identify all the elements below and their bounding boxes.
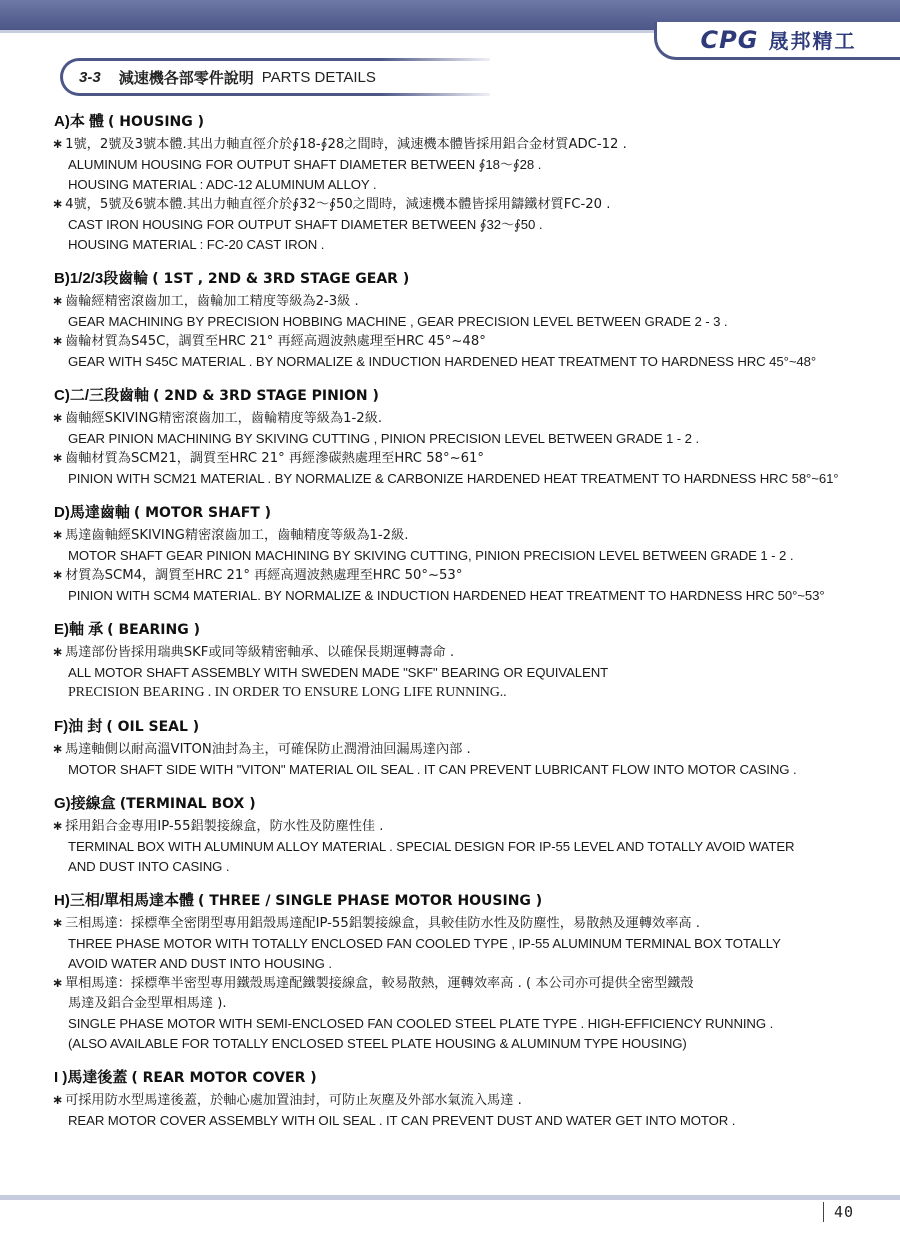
description-text: 4號，5號及6號本體.其出力軸直徑介於∮32～∮50之間時，減速機本體皆採用鑄鐵材質FC-20 .: [65, 197, 611, 212]
description-en: [52, 175, 852, 195]
description-en: [52, 934, 852, 954]
part-title-en: ( MOTOR SHAFT ): [133, 505, 272, 521]
description-zh: [52, 974, 852, 994]
description-en: [52, 1111, 852, 1131]
description-text: 材質為SCM4，調質至HRC 21° 再經高週波熱處理至HRC 50°~53°: [65, 568, 463, 583]
description-text: 單相馬達：採標準半密型專用鐵殼馬達配鐵製接線盒，較易散熱，運轉效率高 . ( 本公司亦可提供全密型鐵殼: [65, 976, 694, 991]
description-zh: [52, 332, 852, 352]
part-section: [52, 717, 852, 780]
asterisk-bullet-icon: ∗: [52, 819, 64, 834]
part-title-zh: 接線盒: [70, 795, 116, 812]
part-section: [52, 503, 852, 606]
description-text: MOTOR SHAFT SIDE WITH "VITON" MATERIAL OIL SEAL . IT CAN PREVENT LUBRICANT FLOW INTO MOTOR CASING .: [68, 762, 797, 777]
description-en: [52, 837, 852, 857]
description-text: 三相馬達：採標準全密閉型專用鋁殼馬達配IP-55鋁製接線盒，具較佳防水性及防塵性，易散熱及運轉效率高 .: [65, 916, 700, 931]
description-text: 馬達軸側以耐高溫VITON油封為主，可確保防止潤滑油回漏馬達內部 .: [65, 742, 471, 757]
description-text: PRECISION BEARING . IN ORDER TO ENSURE LONG LIFE RUNNING..: [68, 685, 507, 700]
part-title-zh: 二/三段齒軸: [69, 387, 149, 404]
asterisk-bullet-icon: ∗: [52, 742, 64, 757]
part-title: [54, 112, 852, 132]
description-text: MOTOR SHAFT GEAR PINION MACHINING BY SKIVING CUTTING, PINION PRECISION LEVEL BETWEEN GRADE 1 - 2 .: [68, 548, 794, 563]
description-text: TERMINAL BOX WITH ALUMINUM ALLOY MATERIAL . SPECIAL DESIGN FOR IP-55 LEVEL AND TOTALLY AVOID WATER: [68, 839, 795, 854]
description-en: [52, 235, 852, 255]
description-text: 馬達及鋁合金型單相馬達 ).: [68, 996, 227, 1011]
part-title-zh: 三相/單相馬達本體: [69, 892, 194, 909]
part-title: [54, 717, 852, 737]
description-zh: [52, 914, 852, 934]
part-section: [52, 891, 852, 1054]
part-section: [52, 620, 852, 703]
cpg-logo: CPG: [700, 25, 759, 54]
part-section: [52, 1068, 852, 1131]
description-text: REAR MOTOR COVER ASSEMBLY WITH OIL SEAL . IT CAN PREVENT DUST AND WATER GET INTO MOTOR .: [68, 1113, 736, 1128]
description-zh: [52, 292, 852, 312]
description-text: AND DUST INTO CASING .: [68, 859, 230, 874]
description-text: GEAR MACHINING BY PRECISION HOBBING MACHINE , GEAR PRECISION LEVEL BETWEEN GRADE 2 - 3 .: [68, 314, 728, 329]
description-text: 馬達部份皆採用瑞典SKF或同等級精密軸承、以確保長期運轉壽命 .: [65, 645, 455, 660]
part-title-zh: 段齒輪: [103, 270, 149, 287]
description-en: [52, 683, 852, 703]
description-text: (ALSO AVAILABLE FOR TOTALLY ENCLOSED STEEL PLATE HOUSING & ALUMINUM TYPE HOUSING): [68, 1036, 687, 1051]
part-section: [52, 112, 852, 255]
description-text: ALL MOTOR SHAFT ASSEMBLY WITH SWEDEN MADE "SKF" BEARING OR EQUIVALENT: [68, 665, 609, 680]
description-en: [52, 857, 852, 877]
description-en: [52, 215, 852, 235]
part-title-zh: 本 體: [69, 113, 104, 130]
description-en: [52, 155, 852, 175]
part-title: [54, 891, 852, 911]
footer-stripe: [0, 1195, 900, 1200]
description-zh: [52, 195, 852, 215]
company-name: 晟邦精工: [768, 29, 857, 53]
part-label: G): [54, 795, 71, 812]
part-label: B)1/2/3: [54, 270, 104, 287]
section-title-zh: 減速機各部零件說明: [118, 69, 254, 87]
description-en: [52, 1034, 852, 1054]
description-text: 齒軸經SKIVING精密滾齒加工，齒輪精度等級為1-2級.: [65, 411, 383, 426]
description-zh: [52, 566, 852, 586]
part-title-en: ( 1ST , 2ND & 3RD STAGE GEAR ): [152, 271, 410, 287]
description-en: [52, 1014, 852, 1034]
part-title: [54, 794, 852, 814]
part-label: D): [54, 504, 70, 521]
description-text: HOUSING MATERIAL : FC-20 CAST IRON .: [68, 237, 325, 252]
description-zh: [52, 740, 852, 760]
description-zh: [52, 449, 852, 469]
page-number-divider: [823, 1202, 824, 1222]
part-title-en: ( BEARING ): [107, 622, 200, 638]
part-title-en: (TERMINAL BOX ): [119, 796, 256, 812]
description-text: 馬達齒軸經SKIVING精密滾齒加工，齒軸精度等級為1-2級.: [65, 528, 409, 543]
part-title: [54, 269, 852, 289]
section-number: 3-3: [79, 68, 101, 86]
part-label: I ): [54, 1069, 68, 1086]
part-title: [54, 503, 852, 523]
part-label: E): [54, 621, 69, 638]
asterisk-bullet-icon: ∗: [52, 528, 64, 543]
part-title-zh: 馬達齒軸: [69, 504, 130, 521]
description-text: CAST IRON HOUSING FOR OUTPUT SHAFT DIAMETER BETWEEN ∮32～∮50 .: [68, 217, 543, 232]
parts-details-content: [52, 112, 852, 1145]
description-text: 齒軸材質為SCM21，調質至HRC 21° 再經滲碳熱處理至HRC 58°~61°: [65, 451, 484, 466]
description-zh: [52, 135, 852, 155]
description-text: THREE PHASE MOTOR WITH TOTALLY ENCLOSED FAN COOLED TYPE , IP-55 ALUMINUM TERMINAL BOX TOTALLY: [68, 936, 781, 951]
part-title-zh: 馬達後蓋: [67, 1069, 128, 1086]
brand-tab: [654, 22, 900, 60]
description-text: PINION WITH SCM4 MATERIAL. BY NORMALIZE & INDUCTION HARDENED HEAT TREATMENT TO HARDNESS HRC 50°~53°: [68, 588, 825, 603]
part-title-en: ( 2ND & 3RD STAGE PINION ): [153, 388, 379, 404]
description-zh: [52, 1091, 852, 1111]
part-title-en: ( HOUSING ): [108, 114, 205, 130]
asterisk-bullet-icon: ∗: [52, 294, 64, 309]
description-en: [52, 586, 852, 606]
part-section: [52, 386, 852, 489]
description-text: HOUSING MATERIAL : ADC-12 ALUMINUM ALLOY .: [68, 177, 377, 192]
asterisk-bullet-icon: ∗: [52, 976, 64, 991]
section-title-en: PARTS DETAILS: [261, 68, 376, 86]
description-text: PINION WITH SCM21 MATERIAL . BY NORMALIZE & CARBONIZE HARDENED HEAT TREATMENT TO HARDNESS HRC 58°~61°: [68, 471, 839, 486]
description-text: AVOID WATER AND DUST INTO HOUSING .: [68, 956, 332, 971]
asterisk-bullet-icon: ∗: [52, 916, 64, 931]
description-text: GEAR WITH S45C MATERIAL . BY NORMALIZE & INDUCTION HARDENED HEAT TREATMENT TO HARDNESS HRC 45°~48°: [68, 354, 817, 369]
asterisk-bullet-icon: ∗: [52, 568, 64, 583]
description-en: [52, 663, 852, 683]
part-title-zh: 油 封: [68, 718, 103, 735]
part-label: A): [54, 113, 70, 130]
asterisk-bullet-icon: ∗: [52, 334, 64, 349]
part-title-zh: 軸 承: [69, 621, 104, 638]
description-en: [52, 469, 852, 489]
description-zh: [52, 643, 852, 663]
description-zh: [52, 526, 852, 546]
part-title-en: ( THREE / SINGLE PHASE MOTOR HOUSING ): [198, 893, 543, 909]
part-title: [54, 386, 852, 406]
description-en: [52, 312, 852, 332]
part-section: [52, 794, 852, 877]
description-zh: [52, 409, 852, 429]
asterisk-bullet-icon: ∗: [52, 451, 64, 466]
description-text: 可採用防水型馬達後蓋，於軸心處加置油封，可防止灰塵及外部水氣流入馬達 .: [65, 1093, 522, 1108]
description-en: [52, 546, 852, 566]
part-section: [52, 269, 852, 372]
description-zh: [52, 817, 852, 837]
description-text: GEAR PINION MACHINING BY SKIVING CUTTING , PINION PRECISION LEVEL BETWEEN GRADE 1 - 2 .: [68, 431, 700, 446]
description-en: [52, 954, 852, 974]
description-en: [52, 352, 852, 372]
description-zh: [52, 994, 852, 1014]
description-text: ALUMINUM HOUSING FOR OUTPUT SHAFT DIAMETER BETWEEN ∮18～∮28 .: [68, 157, 542, 172]
part-label: F): [54, 718, 69, 735]
part-title: [54, 620, 852, 640]
description-text: 1號，2號及3號本體.其出力軸直徑介於∮18-∮28之間時，減速機本體皆採用鋁合金材質ADC-12 .: [65, 137, 627, 152]
description-text: 採用鋁合金專用IP-55鋁製接線盒，防水性及防塵性佳 .: [65, 819, 384, 834]
description-text: SINGLE PHASE MOTOR WITH SEMI-ENCLOSED FAN COOLED STEEL PLATE TYPE . HIGH-EFFICIENCY RUNNING .: [68, 1016, 774, 1031]
page-number: 40: [834, 1203, 855, 1221]
asterisk-bullet-icon: ∗: [52, 137, 64, 152]
asterisk-bullet-icon: ∗: [52, 645, 64, 660]
asterisk-bullet-icon: ∗: [52, 1093, 64, 1108]
part-title-en: ( REAR MOTOR COVER ): [131, 1070, 317, 1086]
description-en: [52, 760, 852, 780]
description-en: [52, 429, 852, 449]
description-text: 齒輪材質為S45C，調質至HRC 21° 再經高週波熱處理至HRC 45°~48°: [65, 334, 486, 349]
description-text: 齒輪經精密滾齒加工，齒輪加工精度等級為2-3級 .: [65, 294, 359, 309]
asterisk-bullet-icon: ∗: [52, 197, 64, 212]
part-label: C): [54, 387, 70, 404]
part-label: H): [54, 892, 70, 909]
part-title-en: ( OIL SEAL ): [106, 719, 200, 735]
part-title: [54, 1068, 852, 1088]
section-header: [60, 58, 490, 96]
asterisk-bullet-icon: ∗: [52, 411, 64, 426]
